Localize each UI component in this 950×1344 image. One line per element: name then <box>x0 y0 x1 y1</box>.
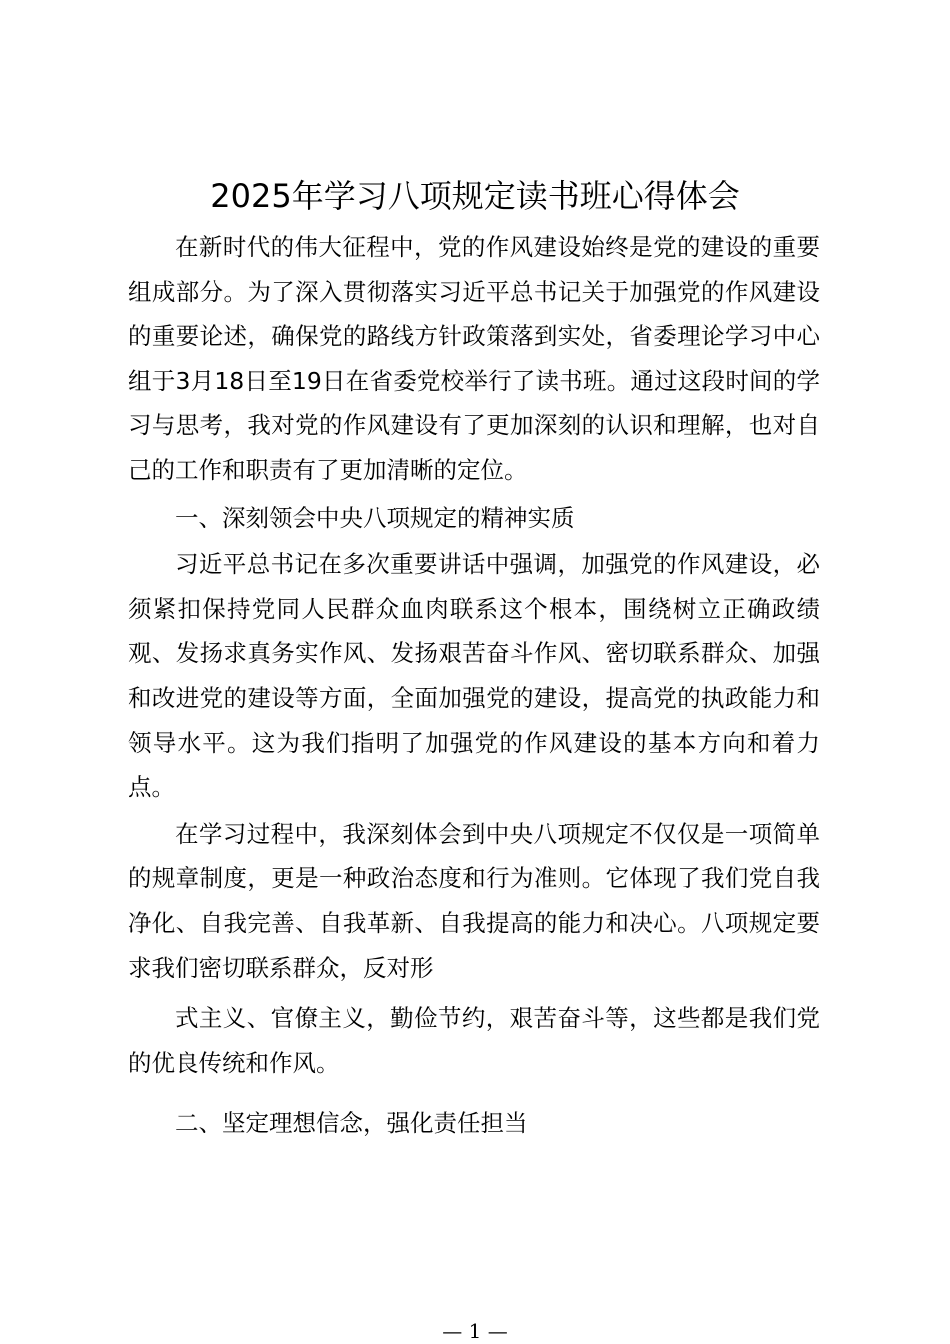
section-heading-2: 二、坚定理想信念，强化责任担当 <box>175 1109 528 1138</box>
intro-paragraph: 在新时代的伟大征程中，党的作风建设始终是党的建设的重要组成部分。为了深入贯彻落实习近平总书记关于加强党的作风建设的重要论述，确保党的路线方针政策落到实处，省委理论学习中心组于3月18日至19日在省委党校举行了读书班。通过这段时间的学习与思考，我对党的作风建设有了更加深刻的认识和理解，也对自己的工作和职责有了更加清晰的定位。 <box>128 233 820 484</box>
body-paragraph: 式主义、官僚主义，勤俭节约，艰苦奋斗等，这些都是我们党的优良传统和作风。 <box>128 1004 820 1077</box>
section-heading-1: 一、深刻领会中央八项规定的精神实质 <box>175 503 575 532</box>
page-number: — 1 — <box>442 1319 508 1343</box>
document-title: 2025年学习八项规定读书班心得体会 <box>210 177 740 215</box>
body-paragraph: 在学习过程中，我深刻体会到中央八项规定不仅仅是一项简单的规章制度，更是一种政治态度和行为准则。它体现了我们党自我净化、自我完善、自我革新、自我提高的能力和决心。八项规定要求我们密切联系群众，反对形 <box>128 819 820 982</box>
body-paragraph: 习近平总书记在多次重要讲话中强调，加强党的作风建设，必须紧扣保持党同人民群众血肉联系这个根本，围绕树立正确政绩观、发扬求真务实作风、发扬艰苦奋斗作风、密切联系群众、加强和改进党的建设等方面，全面加强党的建设，提高党的执政能力和领导水平。这为我们指明了加强党的作风建设的基本方向和着力点。 <box>128 550 820 802</box>
document-body <box>128 225 820 1146</box>
